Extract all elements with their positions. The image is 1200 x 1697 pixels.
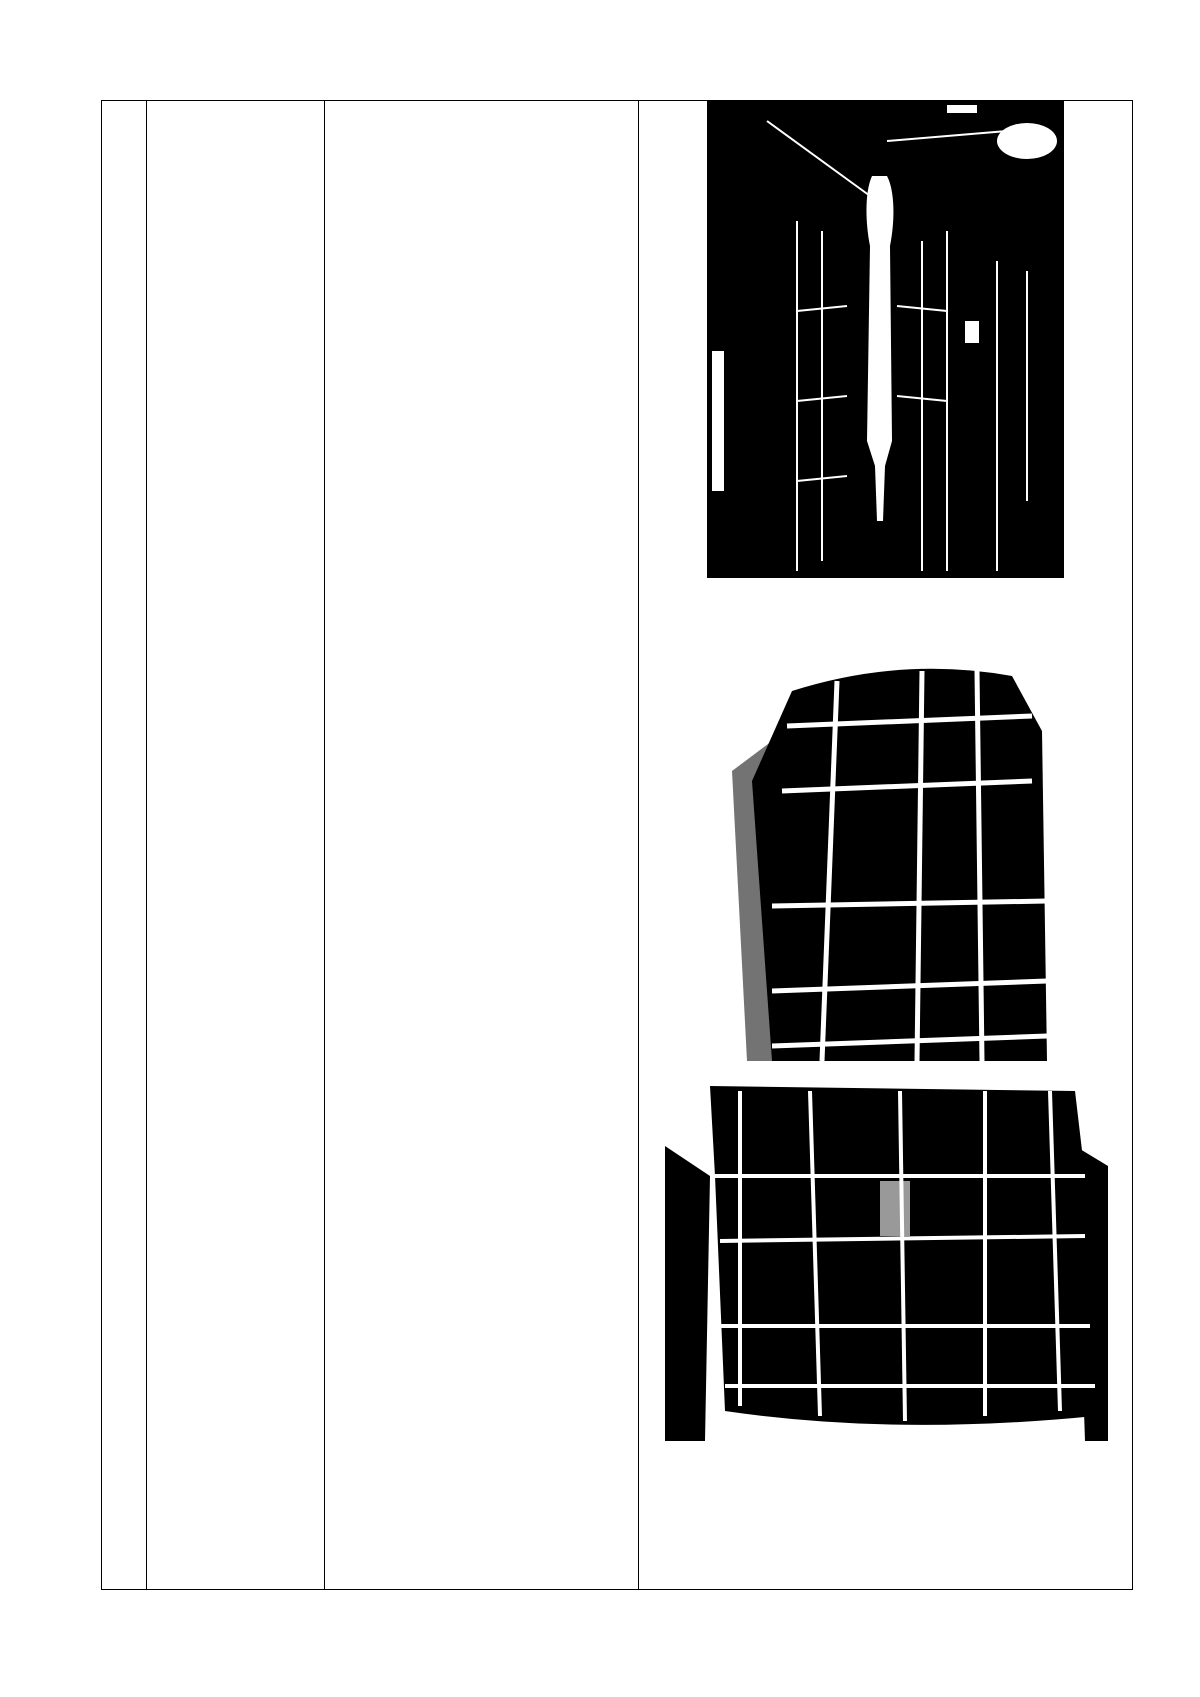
column-divider-2 (324, 101, 325, 1589)
shaft-glazing-lower-photo (665, 1086, 1108, 1441)
document-table (101, 100, 1133, 1590)
column-divider-1 (146, 101, 147, 1589)
column-divider-3 (638, 101, 639, 1589)
elevator-shaft-photo (707, 101, 1064, 578)
shaft-glazing-upper-photo (732, 661, 1052, 1066)
